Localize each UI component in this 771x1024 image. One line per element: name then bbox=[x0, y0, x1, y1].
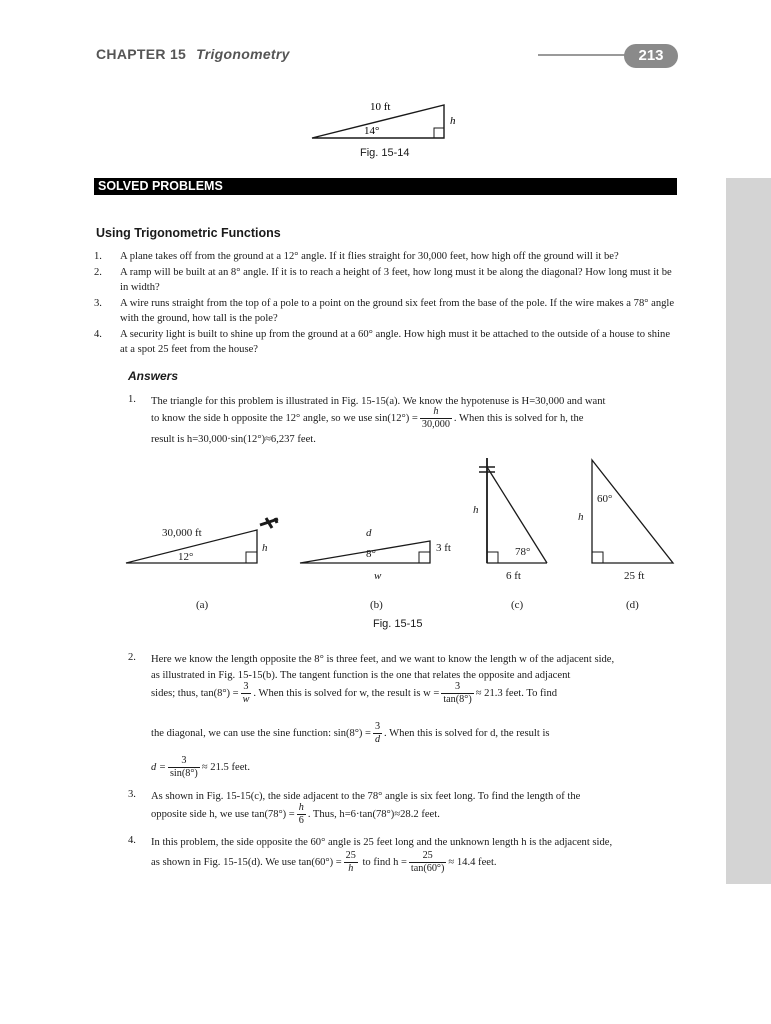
fraction-numerator: 3 bbox=[243, 681, 249, 692]
answer3-line1: As shown in Fig. 15-15(c), the side adjacent to the 78° angle is six feet long. To find the length of the bbox=[151, 791, 581, 802]
answer1-line1: The triangle for this problem is illustrated in Fig. 15-15(a). We know the hypotenuse is H=30,000 and want bbox=[151, 396, 606, 407]
answer1-text-a: to know the side h opposite the 12° angle, so we use sin(12°) = bbox=[151, 412, 418, 424]
fig15b-right-angle bbox=[419, 552, 430, 563]
chapter-label: CHAPTER 15 bbox=[96, 46, 187, 62]
fig15c-side-label: h bbox=[473, 504, 479, 516]
answer2-text: ≈ 21.5 feet. bbox=[201, 761, 250, 773]
fraction bbox=[168, 755, 200, 780]
problem-item bbox=[94, 327, 678, 358]
fraction bbox=[373, 721, 382, 746]
problem-item bbox=[94, 265, 678, 296]
fig15b-side-label: 3 ft bbox=[436, 542, 451, 554]
fraction-denominator: tan(8°) bbox=[443, 694, 472, 705]
fig15b-hyp-label: d bbox=[366, 527, 372, 539]
fig15d-label: (d) bbox=[626, 599, 639, 611]
fraction-denominator: h bbox=[344, 862, 358, 875]
fraction-numerator: 3 bbox=[181, 755, 187, 766]
fraction bbox=[344, 850, 358, 875]
answer2-line1: Here we know the length opposite the 8° is three feet, and we want to know the length w of the adjacent side, bbox=[151, 654, 615, 665]
problem-text: A plane takes off from the ground at a 12° angle. If it flies straight for 30,000 feet, how high off the ground will it be? bbox=[120, 251, 619, 262]
answers-heading: Answers bbox=[128, 369, 179, 383]
problem-text: A security light is built to shine up from the ground at a 60° angle. How high must it be attached to the outside of a house to shine at a spot 25 feet from the house? bbox=[120, 328, 671, 355]
section-title: SOLVED PROBLEMS bbox=[98, 179, 223, 193]
fig15b-triangle bbox=[300, 541, 430, 563]
equation: tan(8°) = bbox=[200, 687, 239, 699]
chapter-header bbox=[96, 46, 290, 62]
fig14-angle-label: 14° bbox=[364, 125, 380, 137]
fig15c-base-label: 6 ft bbox=[506, 570, 521, 582]
fig15a-label: (a) bbox=[196, 599, 209, 611]
fig15-caption: Fig. 15-15 bbox=[373, 618, 423, 630]
fraction-numerator: h bbox=[298, 802, 304, 813]
fig15d-right-angle bbox=[592, 552, 603, 563]
problem-text: A wire runs straight from the top of a pole to a point on the ground six feet from the base of the pole. If the wire makes a 78° angle with the ground, how tall is the pole? bbox=[120, 297, 675, 324]
answer4-text: to find bbox=[362, 856, 391, 868]
problem-number: 3. bbox=[94, 297, 102, 309]
fraction-denominator: d bbox=[374, 734, 381, 745]
answer2-line3 bbox=[151, 681, 681, 706]
problem-list bbox=[94, 249, 678, 358]
fraction bbox=[441, 681, 473, 706]
answer2-line4 bbox=[151, 721, 681, 746]
page-number-badge: 213 bbox=[624, 44, 678, 68]
problem-number: 4. bbox=[94, 328, 102, 340]
answer-number: 2. bbox=[128, 652, 136, 663]
fig15c-angle-label: 78° bbox=[515, 546, 531, 558]
fraction-numerator: 3 bbox=[374, 721, 381, 732]
answer4-text: ≈ 14.4 feet. bbox=[448, 856, 497, 868]
fraction-denominator: 30,000 bbox=[421, 419, 450, 430]
answer2-text: . When this is solved for d, the result is bbox=[384, 727, 550, 739]
answer3-line2 bbox=[151, 802, 681, 827]
fraction bbox=[297, 802, 306, 827]
fraction-numerator: 3 bbox=[454, 681, 461, 692]
answer-number: 3. bbox=[128, 789, 136, 800]
answer1-text-b: . When this is solved for h, the bbox=[453, 412, 584, 424]
answer4-text: as shown in Fig. 15-15(d). We use bbox=[151, 856, 296, 868]
problem-text: A ramp will be built at an 8° angle. If it is to reach a height of 3 feet, how long must it be along the diagonal? How long must it be in width? bbox=[120, 266, 672, 293]
section-bar bbox=[94, 178, 677, 195]
fig15d-side-label: h bbox=[578, 511, 584, 523]
answer3-text: . Thus, h=6·tan(78°)≈28.2 feet. bbox=[307, 808, 440, 820]
fraction-denominator: 6 bbox=[298, 815, 304, 826]
answer2-text: sides; thus, bbox=[151, 687, 199, 699]
fraction-numerator: h bbox=[433, 406, 439, 417]
answer1-line3: result is h=30,000·sin(12°)≈6,237 feet. bbox=[151, 434, 316, 445]
fraction bbox=[409, 850, 447, 875]
answer2-text: the diagonal, we can use the sine function: bbox=[151, 727, 332, 739]
fig15b-label: (b) bbox=[370, 599, 383, 611]
subheading: Using Trigonometric Functions bbox=[96, 226, 281, 240]
fraction bbox=[420, 406, 452, 431]
fig15a-right-angle bbox=[246, 552, 257, 563]
fig15c-label: (c) bbox=[511, 599, 524, 611]
answer4-line2 bbox=[151, 850, 681, 875]
answer1-line2 bbox=[151, 406, 681, 431]
equation: tan(60°) = bbox=[298, 856, 342, 868]
fig15a-side-label: h bbox=[262, 542, 268, 554]
equation: sin(8°) = bbox=[333, 727, 371, 739]
fig14-side-label: h bbox=[450, 115, 456, 127]
header-rule bbox=[538, 54, 638, 56]
fraction-numerator: 25 bbox=[345, 850, 356, 861]
fraction-denominator: sin(8°) bbox=[169, 768, 198, 779]
fig15a-hyp-label: 30,000 ft bbox=[162, 527, 202, 539]
fig15d-base-label: 25 ft bbox=[624, 570, 645, 582]
fraction-denominator: w bbox=[242, 694, 250, 705]
fig15d-angle-label: 60° bbox=[597, 493, 613, 505]
fig14-hyp-label: 10 ft bbox=[370, 101, 391, 113]
fraction-denominator: tan(60°) bbox=[410, 863, 445, 874]
problem-item bbox=[94, 249, 678, 265]
answer-number: 4. bbox=[128, 835, 136, 846]
equation: d = bbox=[151, 761, 166, 773]
answer3-text: opposite side h, we use bbox=[151, 808, 249, 820]
fraction bbox=[241, 681, 252, 706]
fraction-numerator: 25 bbox=[422, 850, 433, 861]
chapter-topic: Trigonometry bbox=[196, 46, 290, 62]
fig15b-angle-label: 8° bbox=[366, 548, 376, 560]
answer2-text: ≈ 21.3 feet. To find bbox=[475, 687, 558, 699]
figure-15-15 bbox=[110, 455, 700, 625]
equation: tan(78°) = bbox=[251, 808, 295, 820]
equation: w = bbox=[423, 687, 440, 699]
fig15b-base-label: w bbox=[374, 570, 382, 582]
problem-item bbox=[94, 296, 678, 327]
airplane-icon bbox=[260, 518, 278, 528]
fig15d-triangle bbox=[592, 460, 673, 563]
problem-number: 2. bbox=[94, 266, 102, 278]
side-tab bbox=[726, 178, 771, 884]
fig14-caption: Fig. 15-14 bbox=[360, 147, 410, 159]
answer4-line1: In this problem, the side opposite the 60° angle is 25 feet long and the unknown length h is the adjacent side, bbox=[151, 837, 613, 848]
answer2-text: . When this is solved for w, the result is bbox=[253, 687, 421, 699]
fig14-right-angle bbox=[434, 128, 444, 138]
answer2-line2: as illustrated in Fig. 15-15(b). The tangent function is the one that relates the opposite and adjacent bbox=[151, 670, 571, 681]
answer2-line5 bbox=[151, 755, 681, 780]
fig15c-right-angle bbox=[487, 552, 498, 563]
problem-number: 1. bbox=[94, 251, 102, 262]
answer-number: 1. bbox=[128, 394, 136, 405]
fig15a-angle-label: 12° bbox=[178, 551, 194, 563]
equation: h = bbox=[393, 856, 407, 868]
